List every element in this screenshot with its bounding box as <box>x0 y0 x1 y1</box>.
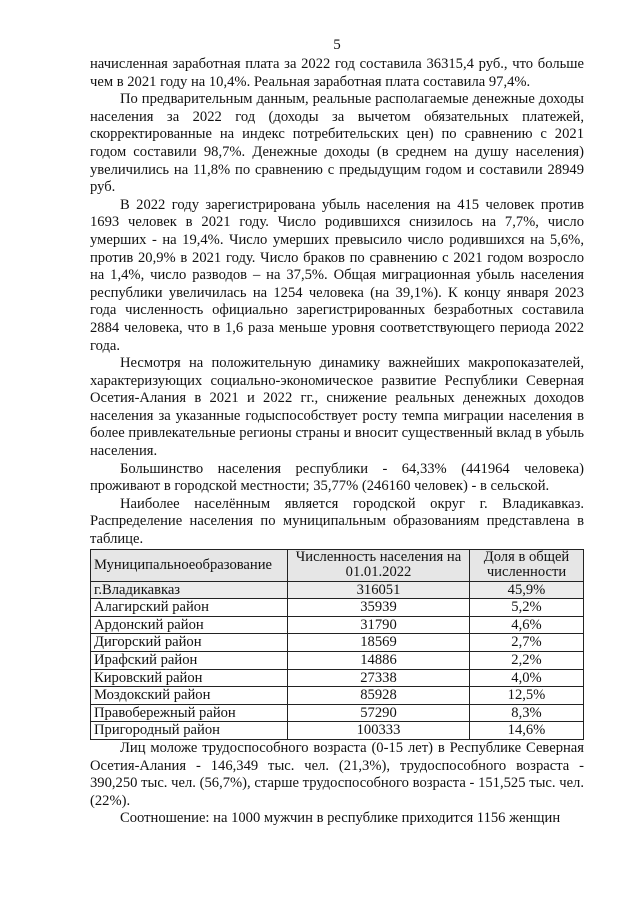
cell-share: 2,7% <box>470 634 584 652</box>
cell-population: 18569 <box>288 634 470 652</box>
paragraph-gender-ratio: Соотношение: на 1000 мужчин в республике приходится 1156 женщин <box>120 810 561 827</box>
cell-municipality: Моздокский район <box>91 687 288 705</box>
cell-population: 14886 <box>288 652 470 670</box>
table-row <box>91 722 584 740</box>
cell-municipality: Пригородный район <box>91 722 288 740</box>
table-row <box>91 669 584 687</box>
cell-population: 31790 <box>288 616 470 634</box>
paragraph-migration: Несмотря на положительную динамику важнейших макропоказателей, характеризующих социально-экономическое развитие Республики Северная Осетия-Алания в 2021 и 2022 гг., снижение реальных денежных доходов населения за указанные годыспособствует росту темпа миграции населения в более привлекательные регионы страны и вносит существенный вклад в убыль населения. <box>90 355 584 460</box>
header-population: Численность населения на 01.01.2022 <box>288 549 470 581</box>
cell-population: 85928 <box>288 687 470 705</box>
cell-municipality: Алагирский район <box>91 599 288 617</box>
cell-municipality: Ирафский район <box>91 652 288 670</box>
header-share: Доля в общей численности <box>470 549 584 581</box>
table-row <box>91 581 584 599</box>
table-body <box>91 581 584 739</box>
table-header-row <box>91 549 584 581</box>
table-row <box>91 634 584 652</box>
paragraph-age-structure: Лиц моложе трудоспособного возраста (0-15 лет) в Республике Северная Осетия-Алания - 146,349 тыс. чел. (21,3%), трудоспособного возраста - 390,250 тыс. чел. (56,7%), старше трудоспособного возраста - 151,525 тыс. чел. (22%). <box>90 739 584 809</box>
cell-share: 4,6% <box>470 616 584 634</box>
cell-share: 5,2% <box>470 599 584 617</box>
document-page <box>90 36 584 828</box>
table-row <box>91 599 584 617</box>
table-row <box>91 687 584 705</box>
table-row <box>91 616 584 634</box>
cell-share: 2,2% <box>470 652 584 670</box>
page-number: 5 <box>333 37 341 53</box>
paragraph-income: По предварительным данным, реальные располагаемые денежные доходы населения за 2022 год (доходы за вычетом обязательных платежей, скорректированные на индекс потребительских цен) по сравнению с 2021 годом составили 98,7%. Денежные доходы (в среднем на душу населения) увеличились на 11,8% по сравнению с предыдущим годом и составили 28949 руб. <box>90 91 584 196</box>
cell-municipality: г.Владикавказ <box>91 581 288 599</box>
cell-share: 14,6% <box>470 722 584 740</box>
cell-municipality: Правобережный район <box>91 704 288 722</box>
paragraph-salary: начисленная заработная плата за 2022 год составила 36315,4 руб., что больше чем в 2021 году на 10,4%. Реальная заработная плата составила 97,4%. <box>90 56 584 90</box>
paragraph-vladikavkaz: Наиболее населённым является городской округ г. Владикавказ. Распределение населения по муниципальным образованиям представлена в таблице. <box>90 495 584 548</box>
cell-municipality: Ардонский район <box>91 616 288 634</box>
cell-population: 35939 <box>288 599 470 617</box>
top-text-block <box>90 56 584 549</box>
cell-share: 12,5% <box>470 687 584 705</box>
header-municipality: Муниципальноеобразование <box>91 549 288 581</box>
cell-share: 45,9% <box>470 581 584 599</box>
cell-population: 57290 <box>288 704 470 722</box>
cell-municipality: Кировский район <box>91 669 288 687</box>
cell-share: 4,0% <box>470 669 584 687</box>
cell-population: 100333 <box>288 722 470 740</box>
cell-municipality: Дигорский район <box>91 634 288 652</box>
table-row <box>91 704 584 722</box>
paragraph-urban-rural: Большинство населения республики - 64,33% (441964 человека) проживают в городской местности; 35,77% (246160 человек) - в сельской. <box>90 460 584 495</box>
cell-share: 8,3% <box>470 704 584 722</box>
table-row <box>91 652 584 670</box>
cell-population: 316051 <box>288 581 470 599</box>
cell-population: 27338 <box>288 669 470 687</box>
bottom-text-block <box>90 740 584 828</box>
paragraph-population-decline: В 2022 году зарегистрирована убыль населения на 415 человек против 1693 человек в 2021 году. Число родившихся снизилось на 7,7%, число умерших - на 19,4%. Число умерших превысило число родившихся на 5,6%, против 20,9% в 2021 году. Число браков по сравнению с 2021 годом возросло на 1,4%, число разводов – на 37,5%. Общая миграционная убыль населения республики увеличилась на 1254 человека (на 39,1%). К концу января 2023 года численность официально зарегистрированных безработных составила 2884 человека, что в 1,6 раза меньше уровня соответствующего периода 2022 года. <box>90 196 584 354</box>
municipality-population-table <box>90 549 584 740</box>
